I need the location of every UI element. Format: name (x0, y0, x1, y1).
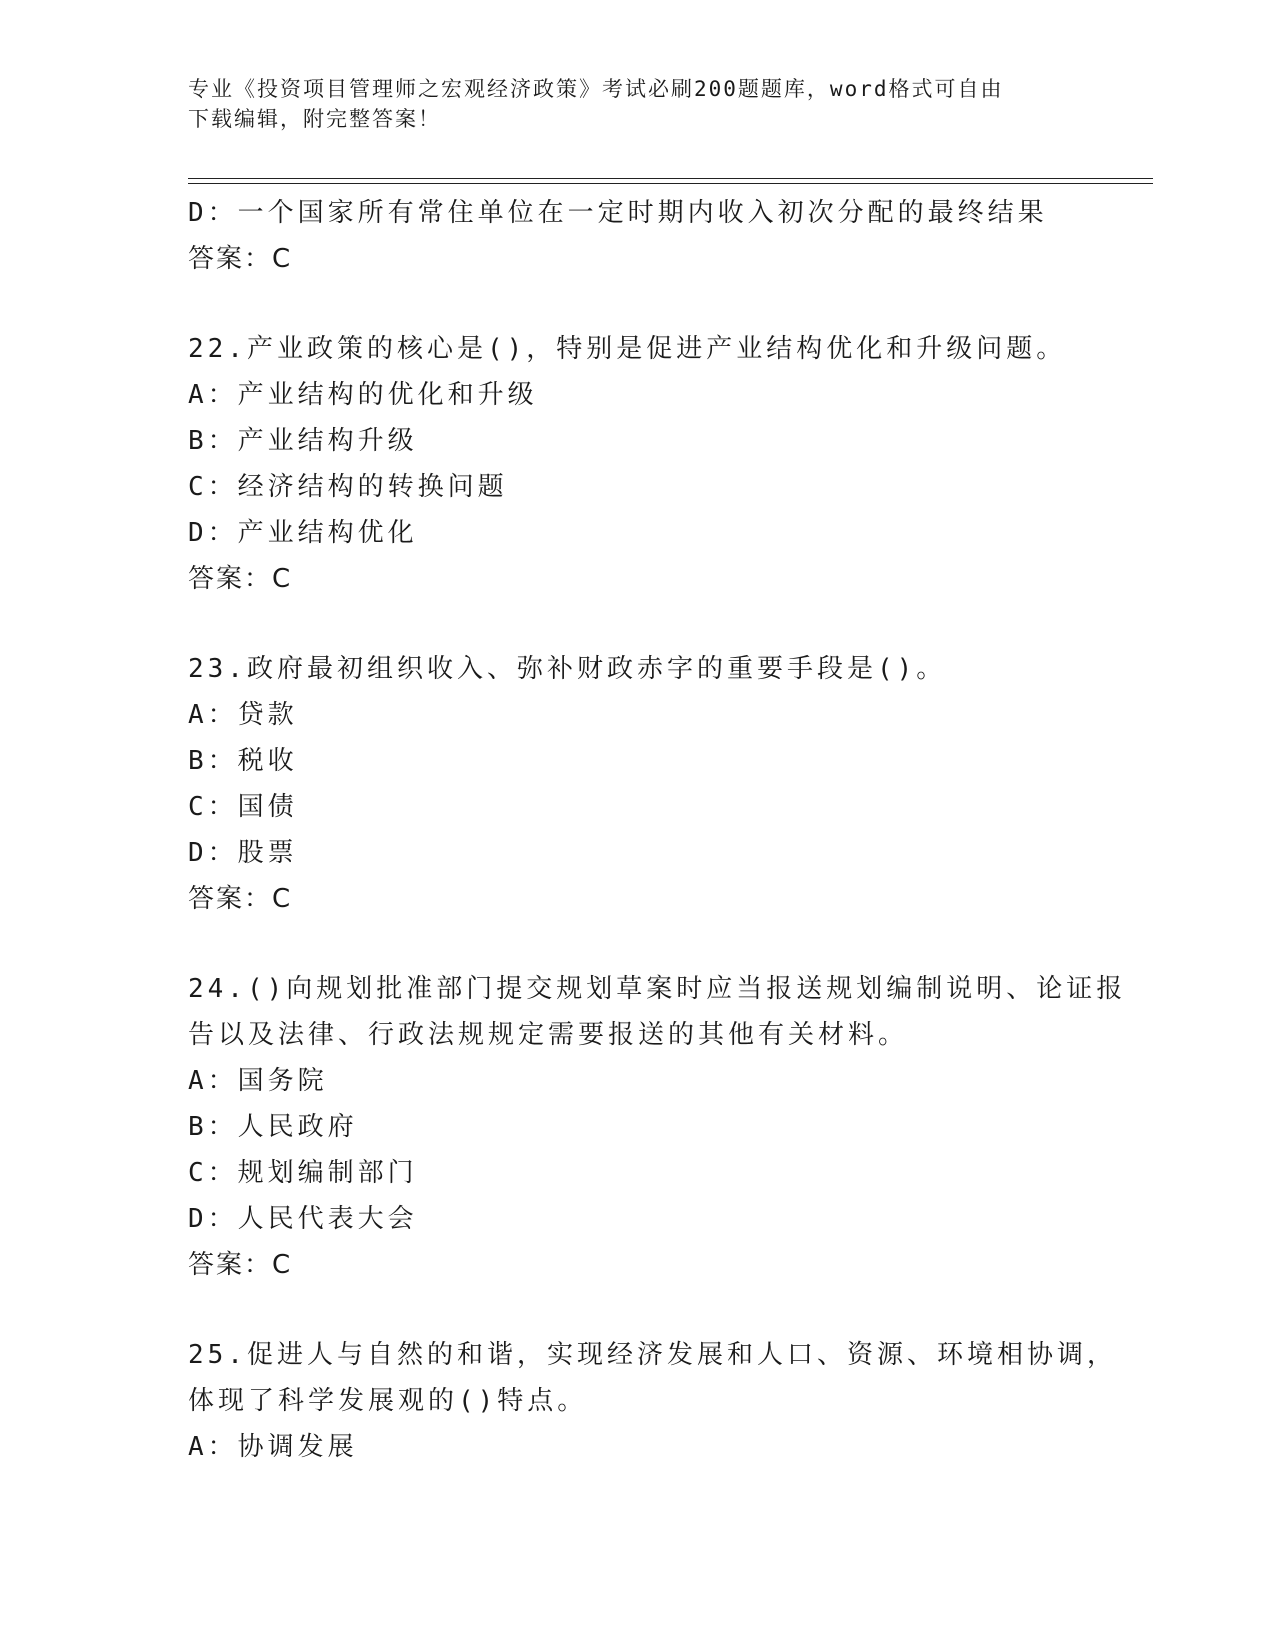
option-d: D：产业结构优化 (188, 518, 418, 548)
option-b: B：产业结构升级 (188, 426, 418, 456)
option-c: C：规划编制部门 (188, 1158, 418, 1188)
answer: 答案：C (188, 244, 293, 274)
answer: 答案：C (188, 564, 293, 594)
question-stem-line-2: 体现了科学发展观的()特点。 (188, 1386, 588, 1416)
header-line-2: 下载编辑，附完整答案！ (188, 107, 441, 131)
spacer (188, 282, 1088, 326)
spacer (188, 602, 1088, 646)
option-a: A：国务院 (188, 1066, 328, 1096)
document-header (188, 74, 1088, 134)
question-list (188, 190, 1127, 1470)
question-21-tail (188, 190, 1088, 282)
question-stem-line-1: 25.促进人与自然的和谐，实现经济发展和人口、资源、环境相协调， (188, 1340, 1117, 1370)
answer: 答案：C (188, 884, 293, 914)
header-rule-top (188, 178, 1153, 179)
spacer (188, 922, 1088, 966)
question-stem: 22.产业政策的核心是()，特别是促进产业结构优化和升级问题。 (188, 334, 1067, 364)
option-a: A：产业结构的优化和升级 (188, 380, 538, 410)
question-stem-line-1: 24.()向规划批准部门提交规划草案时应当报送规划编制说明、论证报 (188, 974, 1127, 1004)
question-23 (188, 646, 1088, 922)
option-d: D：人民代表大会 (188, 1204, 418, 1234)
spacer (188, 1288, 1088, 1332)
header-line-1: 专业《投资项目管理师之宏观经济政策》考试必刷200题题库，word格式可自由 (188, 77, 1004, 101)
question-stem-line-2: 告以及法律、行政法规规定需要报送的其他有关材料。 (188, 1020, 909, 1050)
question-22 (188, 326, 1088, 602)
option-c: C：经济结构的转换问题 (188, 472, 508, 502)
option-a: A：协调发展 (188, 1432, 358, 1462)
header-rule-bottom (188, 183, 1153, 184)
answer: 答案：C (188, 1250, 293, 1280)
question-stem: 23.政府最初组织收入、弥补财政赤字的重要手段是()。 (188, 654, 947, 684)
option-d: D：股票 (188, 838, 298, 868)
option-a: A：贷款 (188, 700, 298, 730)
option-d: D：一个国家所有常住单位在一定时期内收入初次分配的最终结果 (188, 198, 1048, 228)
question-24 (188, 966, 1127, 1288)
option-b: B：人民政府 (188, 1112, 358, 1142)
option-c: C：国债 (188, 792, 298, 822)
option-b: B：税收 (188, 746, 298, 776)
question-25 (188, 1332, 1117, 1470)
